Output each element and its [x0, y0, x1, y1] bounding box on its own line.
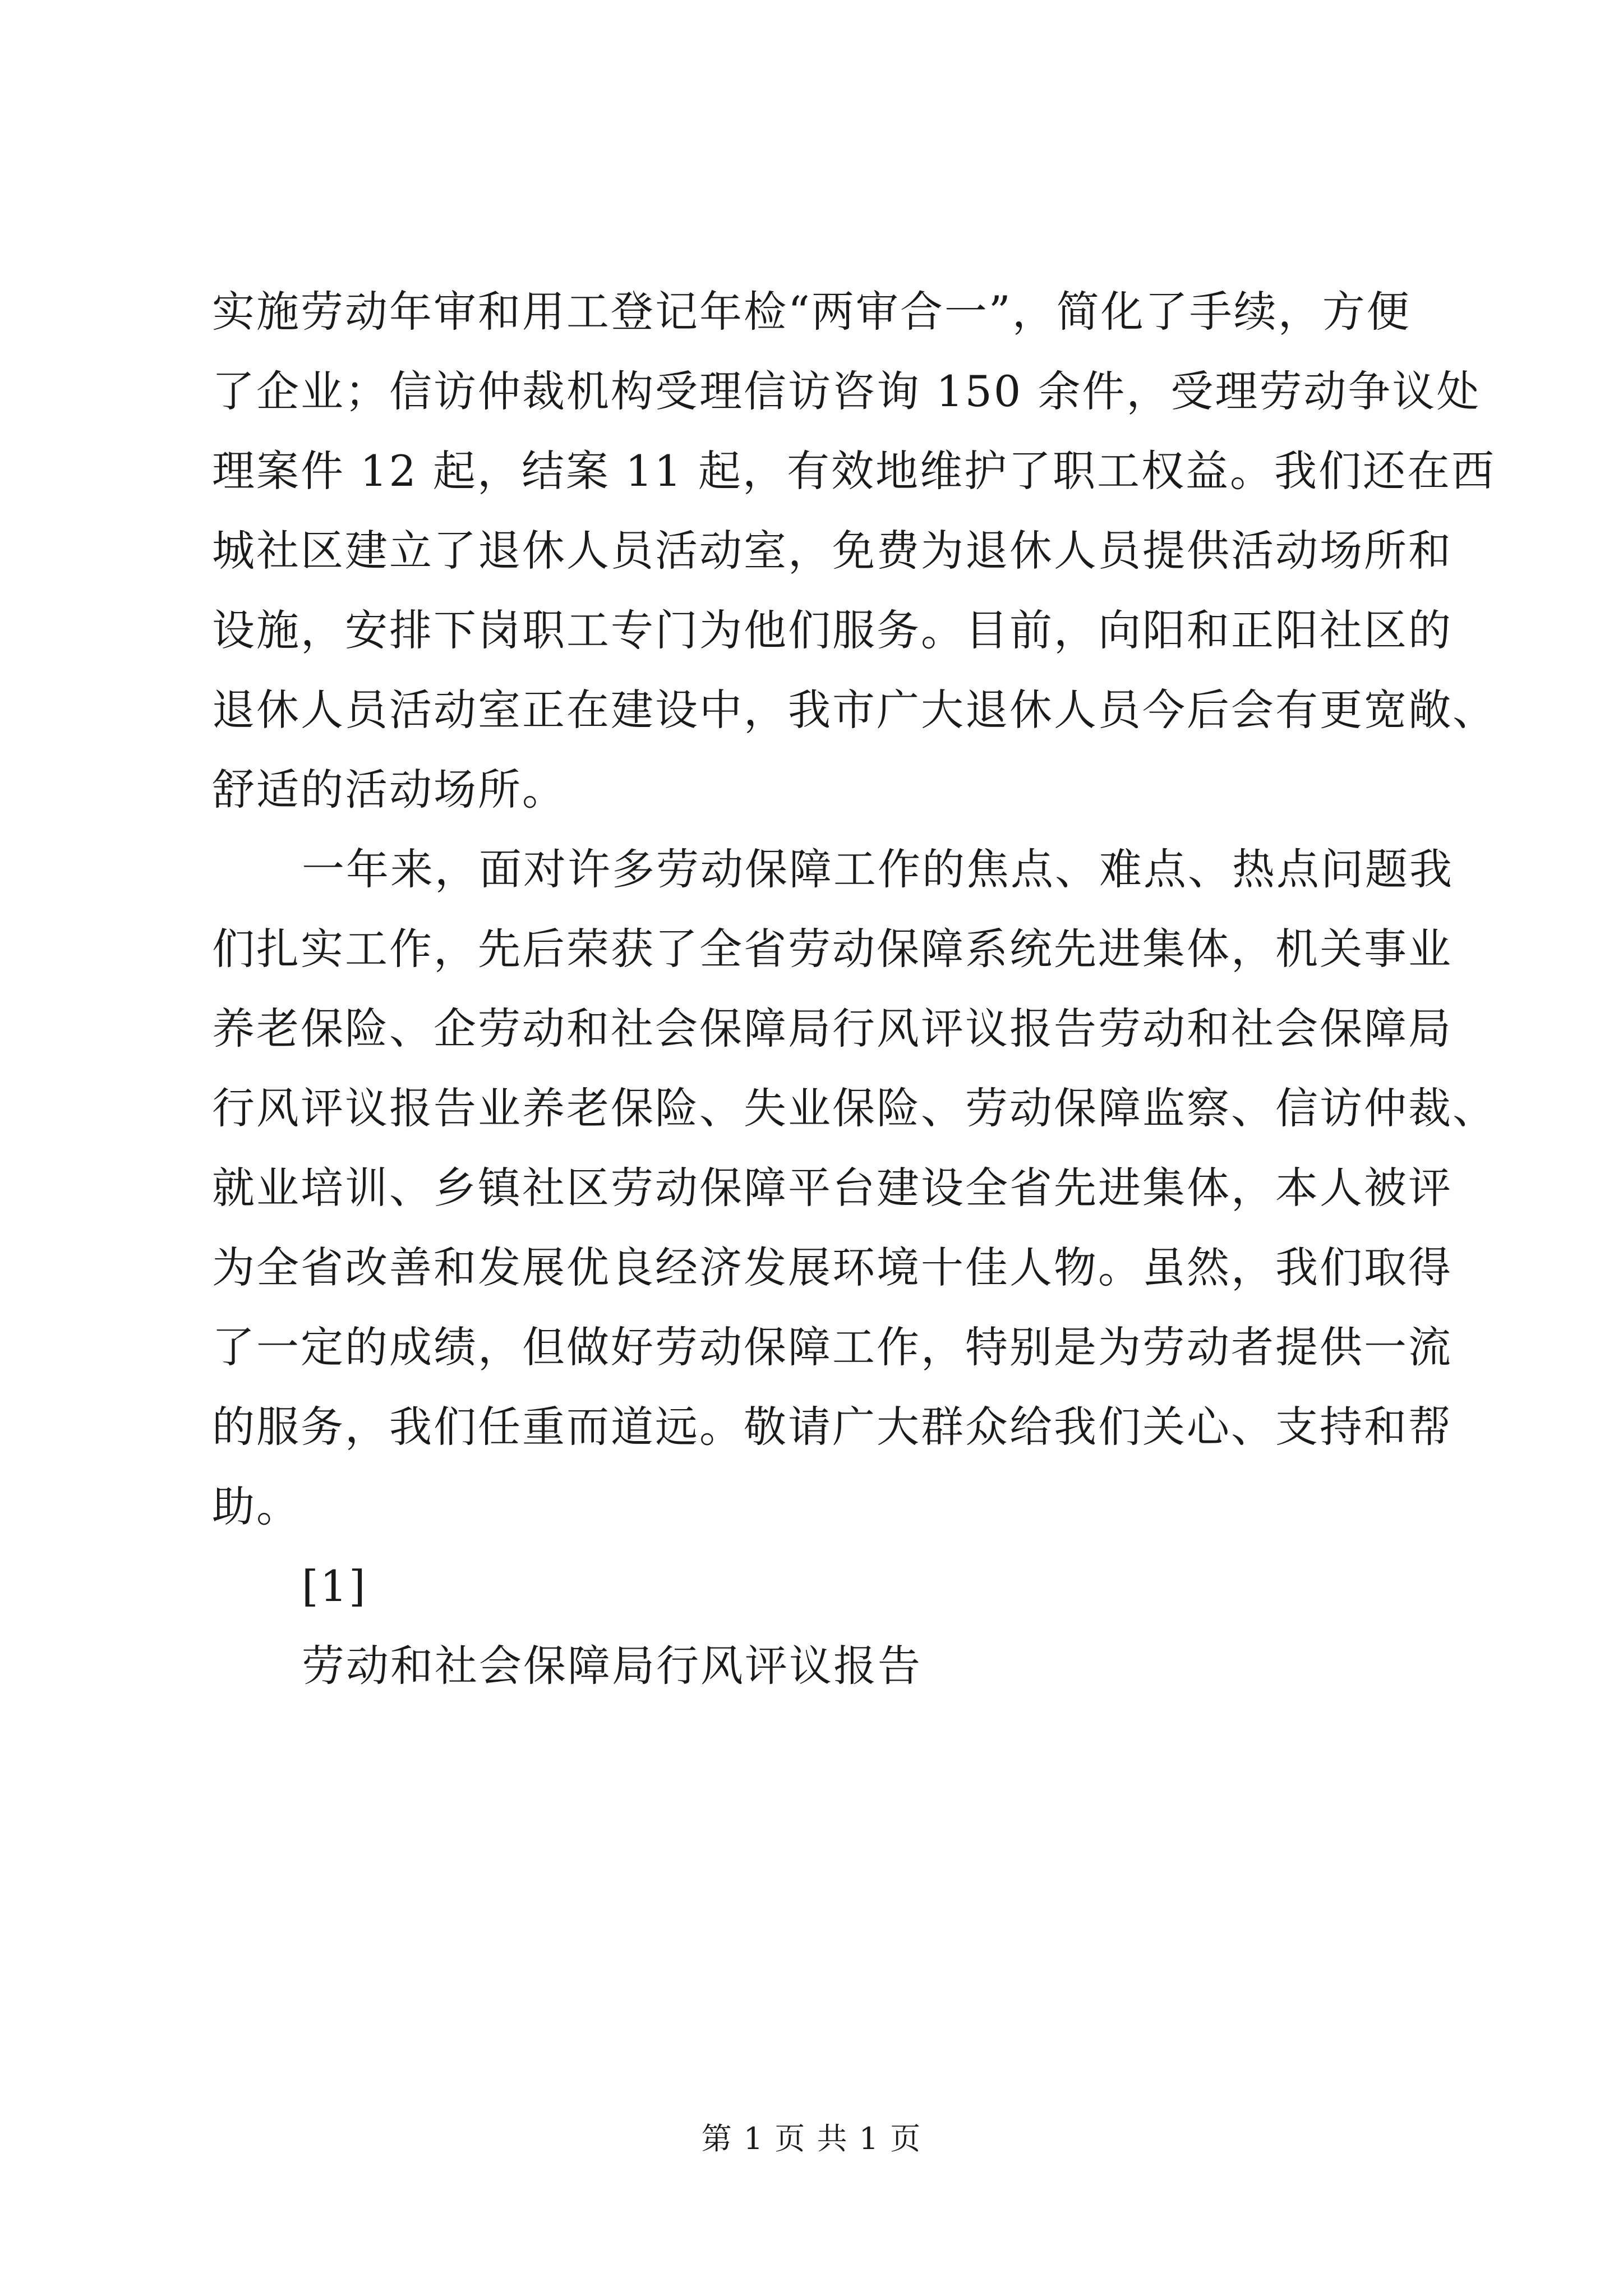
paragraph-line: 舒适的活动场所。	[212, 765, 566, 815]
paragraph-line: 实施劳动年审和用工登记年检“两审合一”，简化了手续，方便	[212, 287, 1411, 337]
paragraph-line: 城社区建立了退休人员活动室，免费为退休人员提供活动场所和	[212, 526, 1453, 576]
paragraph-line: 的服务，我们任重而道远。敬请广大群众给我们关心、支持和帮	[212, 1402, 1453, 1452]
paragraph-line: 设施，安排下岗职工专门为他们服务。目前，向阳和正阳社区的	[212, 605, 1453, 655]
paragraph-line: 助。	[212, 1481, 301, 1531]
paragraph-line: 退休人员活动室正在建设中，我市广大退休人员今后会有更宽敞、	[212, 685, 1497, 735]
paragraph-line: 理案件 12 起，结案 11 起，有效地维护了职工权益。我们还在西	[212, 446, 1496, 496]
paragraph-line: 们扎实工作，先后荣获了全省劳动保障系统先进集体，机关事业	[212, 924, 1453, 974]
paragraph-line: 行风评议报告业养老保险、失业保险、劳动保障监察、信访仲裁、	[212, 1083, 1497, 1133]
paragraph-line: 一年来，面对许多劳动保障工作的焦点、难点、热点问题我	[302, 844, 1454, 894]
paragraph-line: 为全省改善和发展优良经济发展环境十佳人物。虽然，我们取得	[212, 1243, 1453, 1292]
paragraph-line: 养老保险、企劳动和社会保障局行风评议报告劳动和社会保障局	[212, 1004, 1453, 1053]
page-footer: 第 1 页 共 1 页	[701, 2121, 922, 2156]
document-body	[212, 272, 1497, 1706]
reference-marker: [1]	[302, 1561, 367, 1611]
paragraph-line: 了一定的成绩，但做好劳动保障工作，特别是为劳动者提供一流	[212, 1322, 1453, 1372]
document-title-line: 劳动和社会保障局行风评议报告	[302, 1641, 922, 1691]
paragraph-line: 就业培训、乡镇社区劳动保障平台建设全省先进集体，本人被评	[212, 1163, 1453, 1213]
paragraph-line: 了企业；信访仲裁机构受理信访咨询 150 余件，受理劳动争议处	[212, 366, 1481, 416]
